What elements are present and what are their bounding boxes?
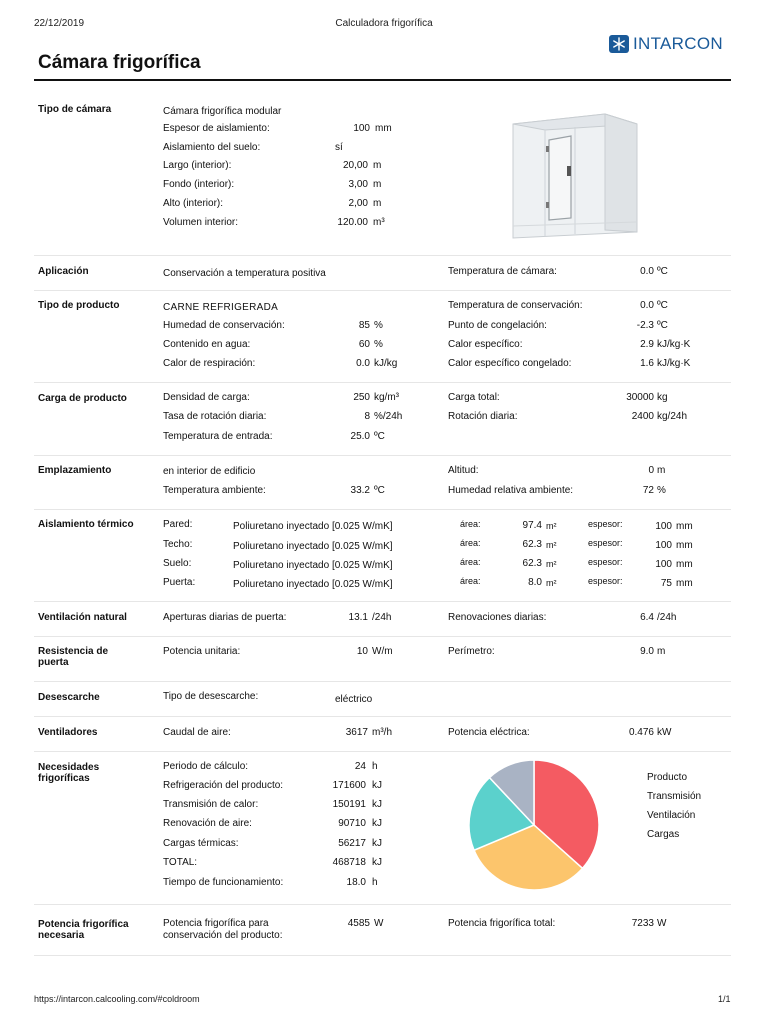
aislamiento-thick-value: 75 (660, 578, 672, 589)
camara-row-value: 100 (353, 123, 370, 134)
ventiladores-left-unit: m³/h (372, 727, 392, 738)
camara-row-value: 2,00 (348, 198, 368, 209)
aislamiento-area-unit: m² (546, 578, 557, 588)
page-title: Cámara frigorífica (38, 52, 201, 73)
camara-row-label: Volumen interior: (163, 217, 239, 228)
producto-left-label: Calor de respiración: (163, 358, 256, 369)
producto-name: CARNE REFRIGERADA (163, 302, 279, 313)
section-label-desescarche: Desescarche (38, 692, 100, 703)
aislamiento-area-value: 97.4 (522, 520, 542, 531)
aplicacion-temp-value: 0.0 (640, 266, 654, 277)
aislamiento-area-label: área: (460, 519, 481, 529)
header-doc-title: Calculadora frigorífica (335, 18, 433, 29)
ventiladores-left-label: Caudal de aire: (163, 727, 231, 738)
section-label-emplazamiento: Emplazamiento (38, 465, 112, 476)
camara-row-value: 20,00 (342, 160, 368, 171)
camara-row-unit: m (373, 160, 382, 171)
ventilacion-right-unit: /24h (657, 612, 677, 623)
producto-right-unit: kJ/kg·K (657, 339, 691, 350)
aplicacion-temp-label: Temperatura de cámara: (448, 266, 557, 277)
potencia-right-label: Potencia frigorífica total: (448, 918, 556, 929)
ventiladores-left-value: 3617 (345, 727, 368, 738)
producto-right-unit: ºC (657, 300, 668, 311)
section-label-producto: Tipo de producto (38, 300, 120, 311)
producto-left-unit: % (374, 320, 383, 331)
camara-row-value: 120.00 (337, 217, 368, 228)
section-label-ventiladores: Ventiladores (38, 727, 98, 738)
emplazamiento-ambient-unit: ºC (374, 485, 385, 496)
ventiladores-right-label: Potencia eléctrica: (448, 727, 530, 738)
camara-row-label: Fondo (interior): (163, 179, 235, 190)
aislamiento-area-label: área: (460, 557, 481, 567)
camara-row-unit: m (373, 179, 382, 190)
resistencia-right-label: Perímetro: (448, 646, 495, 657)
necesidades-row-value: 468718 (332, 857, 366, 868)
camara-row-unit: mm (375, 123, 392, 134)
section-label-necesidades: Necesidades frigoríficas (38, 762, 100, 784)
aplicacion-temp-unit: ºC (657, 266, 668, 277)
ventilacion-right-value: 6.4 (640, 612, 654, 623)
footer-url[interactable]: https://intarcon.calcooling.com/#coldroom (34, 994, 200, 1004)
emplazamiento-ambient-value: 33.2 (350, 485, 370, 496)
carga-left-label: Temperatura de entrada: (163, 431, 273, 442)
aislamiento-area-value: 62.3 (522, 539, 542, 550)
necesidades-row-label: Cargas térmicas: (163, 838, 239, 849)
producto-left-unit: kJ/kg (374, 358, 398, 369)
producto-right-unit: kJ/kg·K (657, 358, 691, 369)
aislamiento-area-value: 8.0 (528, 577, 542, 588)
necesidades-row-label: Renovación de aire: (163, 818, 252, 829)
carga-left-value: 8 (364, 411, 370, 422)
potencia-left-label: Potencia frigorífica para conservación del producto: (163, 918, 283, 941)
carga-right-label: Carga total: (448, 392, 500, 403)
producto-left-unit: % (374, 339, 383, 350)
cold-room-illustration (505, 102, 650, 247)
legend-item-producto: Producto (647, 772, 688, 783)
aislamiento-thick-unit: mm (676, 559, 693, 570)
necesidades-row-label: TOTAL: (163, 857, 198, 868)
potencia-left-value: 4585 (347, 918, 370, 929)
carga-right-label: Rotación diaria: (448, 411, 518, 422)
emplazamiento-place: en interior de edificio (163, 466, 256, 477)
producto-left-label: Humedad de conservación: (163, 320, 285, 331)
aislamiento-material: Poliuretano inyectado [0.025 W/mK] (233, 560, 393, 571)
footer-page: 1/1 (718, 994, 731, 1004)
camara-row-label: Espesor de aislamiento: (163, 123, 270, 134)
producto-right-label: Temperatura de conservación: (448, 300, 583, 311)
resistencia-right-value: 9.0 (640, 646, 654, 657)
camara-row-label: Largo (interior): (163, 160, 232, 171)
carga-right-value: 30000 (626, 392, 654, 403)
carga-left-value: 25.0 (350, 431, 370, 442)
necesidades-row-unit: kJ (372, 818, 382, 829)
aislamiento-thick-label: espesor: (588, 576, 623, 586)
ventiladores-right-value: 0.476 (628, 727, 654, 738)
legend-item-transmision: Transmisión (647, 791, 702, 802)
emplazamiento-altitude-unit: m (657, 465, 666, 476)
potencia-right-value: 7233 (631, 918, 654, 929)
resistencia-left-value: 10 (356, 646, 368, 657)
header-date: 22/12/2019 (34, 18, 85, 29)
title-rule (34, 79, 731, 81)
brand-logo (609, 34, 723, 54)
producto-right-value: 0.0 (640, 300, 654, 311)
emplazamiento-humidity-label: Humedad relativa ambiente: (448, 485, 574, 496)
legend-item-ventilacion: Ventilación (647, 810, 696, 821)
carga-right-unit: kg/24h (657, 411, 688, 422)
producto-right-label: Punto de congelación: (448, 320, 547, 331)
section-label-ventilacion: Ventilación natural (38, 612, 127, 623)
producto-right-label: Calor específico: (448, 339, 523, 350)
carga-right-unit: kg (657, 392, 668, 403)
necesidades-row-label: Transmisión de calor: (163, 799, 259, 810)
necesidades-row-value: 150191 (332, 799, 366, 810)
necesidades-row-label: Tiempo de funcionamiento: (163, 877, 284, 888)
camara-row-label: Aislamiento del suelo: (163, 142, 261, 153)
producto-right-value: 1.6 (640, 358, 654, 369)
necesidades-row-unit: h (372, 761, 378, 772)
necesidades-row-label: Periodo de cálculo: (163, 761, 249, 772)
snowflake-icon (609, 35, 629, 53)
necesidades-row-value: 90710 (338, 818, 366, 829)
aislamiento-thick-label: espesor: (588, 538, 623, 548)
necesidades-row-value: 56217 (338, 838, 366, 849)
legend-item-cargas: Cargas (647, 829, 680, 840)
necesidades-row-value: 24 (354, 761, 366, 772)
emplazamiento-altitude-label: Altitud: (448, 465, 479, 476)
brand-name: INTARCON (633, 34, 723, 53)
carga-left-value: 250 (353, 392, 370, 403)
carga-right-value: 2400 (631, 411, 654, 422)
aislamiento-part: Pared: (163, 519, 193, 530)
aislamiento-thick-label: espesor: (588, 557, 623, 567)
resistencia-right-unit: m (657, 646, 666, 657)
emplazamiento-humidity-value: 72 (642, 485, 654, 496)
camara-row-unit: m (373, 198, 382, 209)
aislamiento-thick-value: 100 (655, 559, 672, 570)
ventilacion-left-value: 13.1 (348, 612, 368, 623)
ventilacion-left-unit: /24h (372, 612, 392, 623)
camara-row-value: sí (335, 142, 343, 153)
pie-chart (460, 756, 608, 894)
aislamiento-thick-value: 100 (655, 540, 672, 551)
carga-left-unit: %/24h (374, 411, 403, 422)
producto-left-value: 0.0 (356, 358, 370, 369)
aislamiento-area-unit: m² (546, 521, 557, 531)
producto-left-label: Contenido en agua: (163, 339, 251, 350)
emplazamiento-humidity-unit: % (657, 485, 666, 496)
necesidades-row-value: 171600 (332, 780, 366, 791)
aislamiento-thick-label: espesor: (588, 519, 623, 529)
necesidades-row-unit: h (372, 877, 378, 888)
aislamiento-thick-unit: mm (676, 578, 693, 589)
aislamiento-material: Poliuretano inyectado [0.025 W/mK] (233, 521, 393, 532)
aislamiento-area-value: 62.3 (522, 558, 542, 569)
carga-left-unit: ºC (374, 431, 385, 442)
potencia-left-unit: W (374, 918, 384, 929)
section-label-camara: Tipo de cámara (38, 104, 112, 115)
potencia-right-unit: W (657, 918, 667, 929)
producto-right-label: Calor específico congelado: (448, 358, 572, 369)
carga-left-unit: kg/m³ (374, 392, 399, 403)
aislamiento-material: Poliuretano inyectado [0.025 W/mK] (233, 579, 393, 590)
aislamiento-thick-unit: mm (676, 521, 693, 532)
necesidades-row-unit: kJ (372, 780, 382, 791)
section-label-aplicacion: Aplicación (38, 266, 89, 277)
producto-left-value: 85 (358, 320, 370, 331)
camara-type: Cámara frigorífica modular (163, 106, 282, 117)
necesidades-row-unit: kJ (372, 857, 382, 868)
desescarche-type-value: eléctrico (335, 694, 373, 705)
aislamiento-part: Suelo: (163, 558, 192, 569)
aislamiento-thick-value: 100 (655, 521, 672, 532)
aislamiento-area-label: área: (460, 576, 481, 586)
resistencia-left-unit: W/m (372, 646, 393, 657)
carga-left-label: Densidad de carga: (163, 392, 250, 403)
aislamiento-material: Poliuretano inyectado [0.025 W/mK] (233, 541, 393, 552)
camara-row-value: 3,00 (348, 179, 368, 190)
emplazamiento-ambient-label: Temperatura ambiente: (163, 485, 266, 496)
resistencia-left-label: Potencia unitaria: (163, 646, 241, 657)
aislamiento-part: Techo: (163, 539, 193, 550)
aplicacion-value: Conservación a temperatura positiva (163, 268, 326, 279)
necesidades-row-value: 18.0 (346, 877, 366, 888)
aislamiento-thick-unit: mm (676, 540, 693, 551)
aislamiento-area-unit: m² (546, 540, 557, 550)
aislamiento-area-unit: m² (546, 559, 557, 569)
necesidades-row-unit: kJ (372, 799, 382, 810)
section-label-carga: Carga de producto (38, 393, 127, 404)
desescarche-type-label: Tipo de desescarche: (163, 691, 259, 702)
aislamiento-part: Puerta: (163, 577, 196, 588)
producto-right-value: 2.9 (640, 339, 654, 350)
necesidades-row-label: Refrigeración del producto: (163, 780, 284, 791)
ventiladores-right-unit: kW (657, 727, 672, 738)
ventilacion-left-label: Aperturas diarias de puerta: (163, 612, 287, 623)
section-label-resistencia: Resistencia de puerta (38, 646, 109, 668)
camara-row-label: Alto (interior): (163, 198, 224, 209)
aislamiento-area-label: área: (460, 538, 481, 548)
section-label-potencia: Potencia frigorífica necesaria (38, 919, 129, 941)
carga-left-label: Tasa de rotación diaria: (163, 411, 267, 422)
section-label-aislamiento: Aislamiento térmico (38, 519, 134, 530)
producto-left-value: 60 (358, 339, 370, 350)
camara-row-unit: m³ (373, 217, 385, 228)
emplazamiento-altitude-value: 0 (648, 465, 654, 476)
ventilacion-right-label: Renovaciones diarias: (448, 612, 547, 623)
producto-right-unit: ºC (657, 320, 668, 331)
producto-right-value: -2.3 (636, 320, 654, 331)
necesidades-row-unit: kJ (372, 838, 382, 849)
